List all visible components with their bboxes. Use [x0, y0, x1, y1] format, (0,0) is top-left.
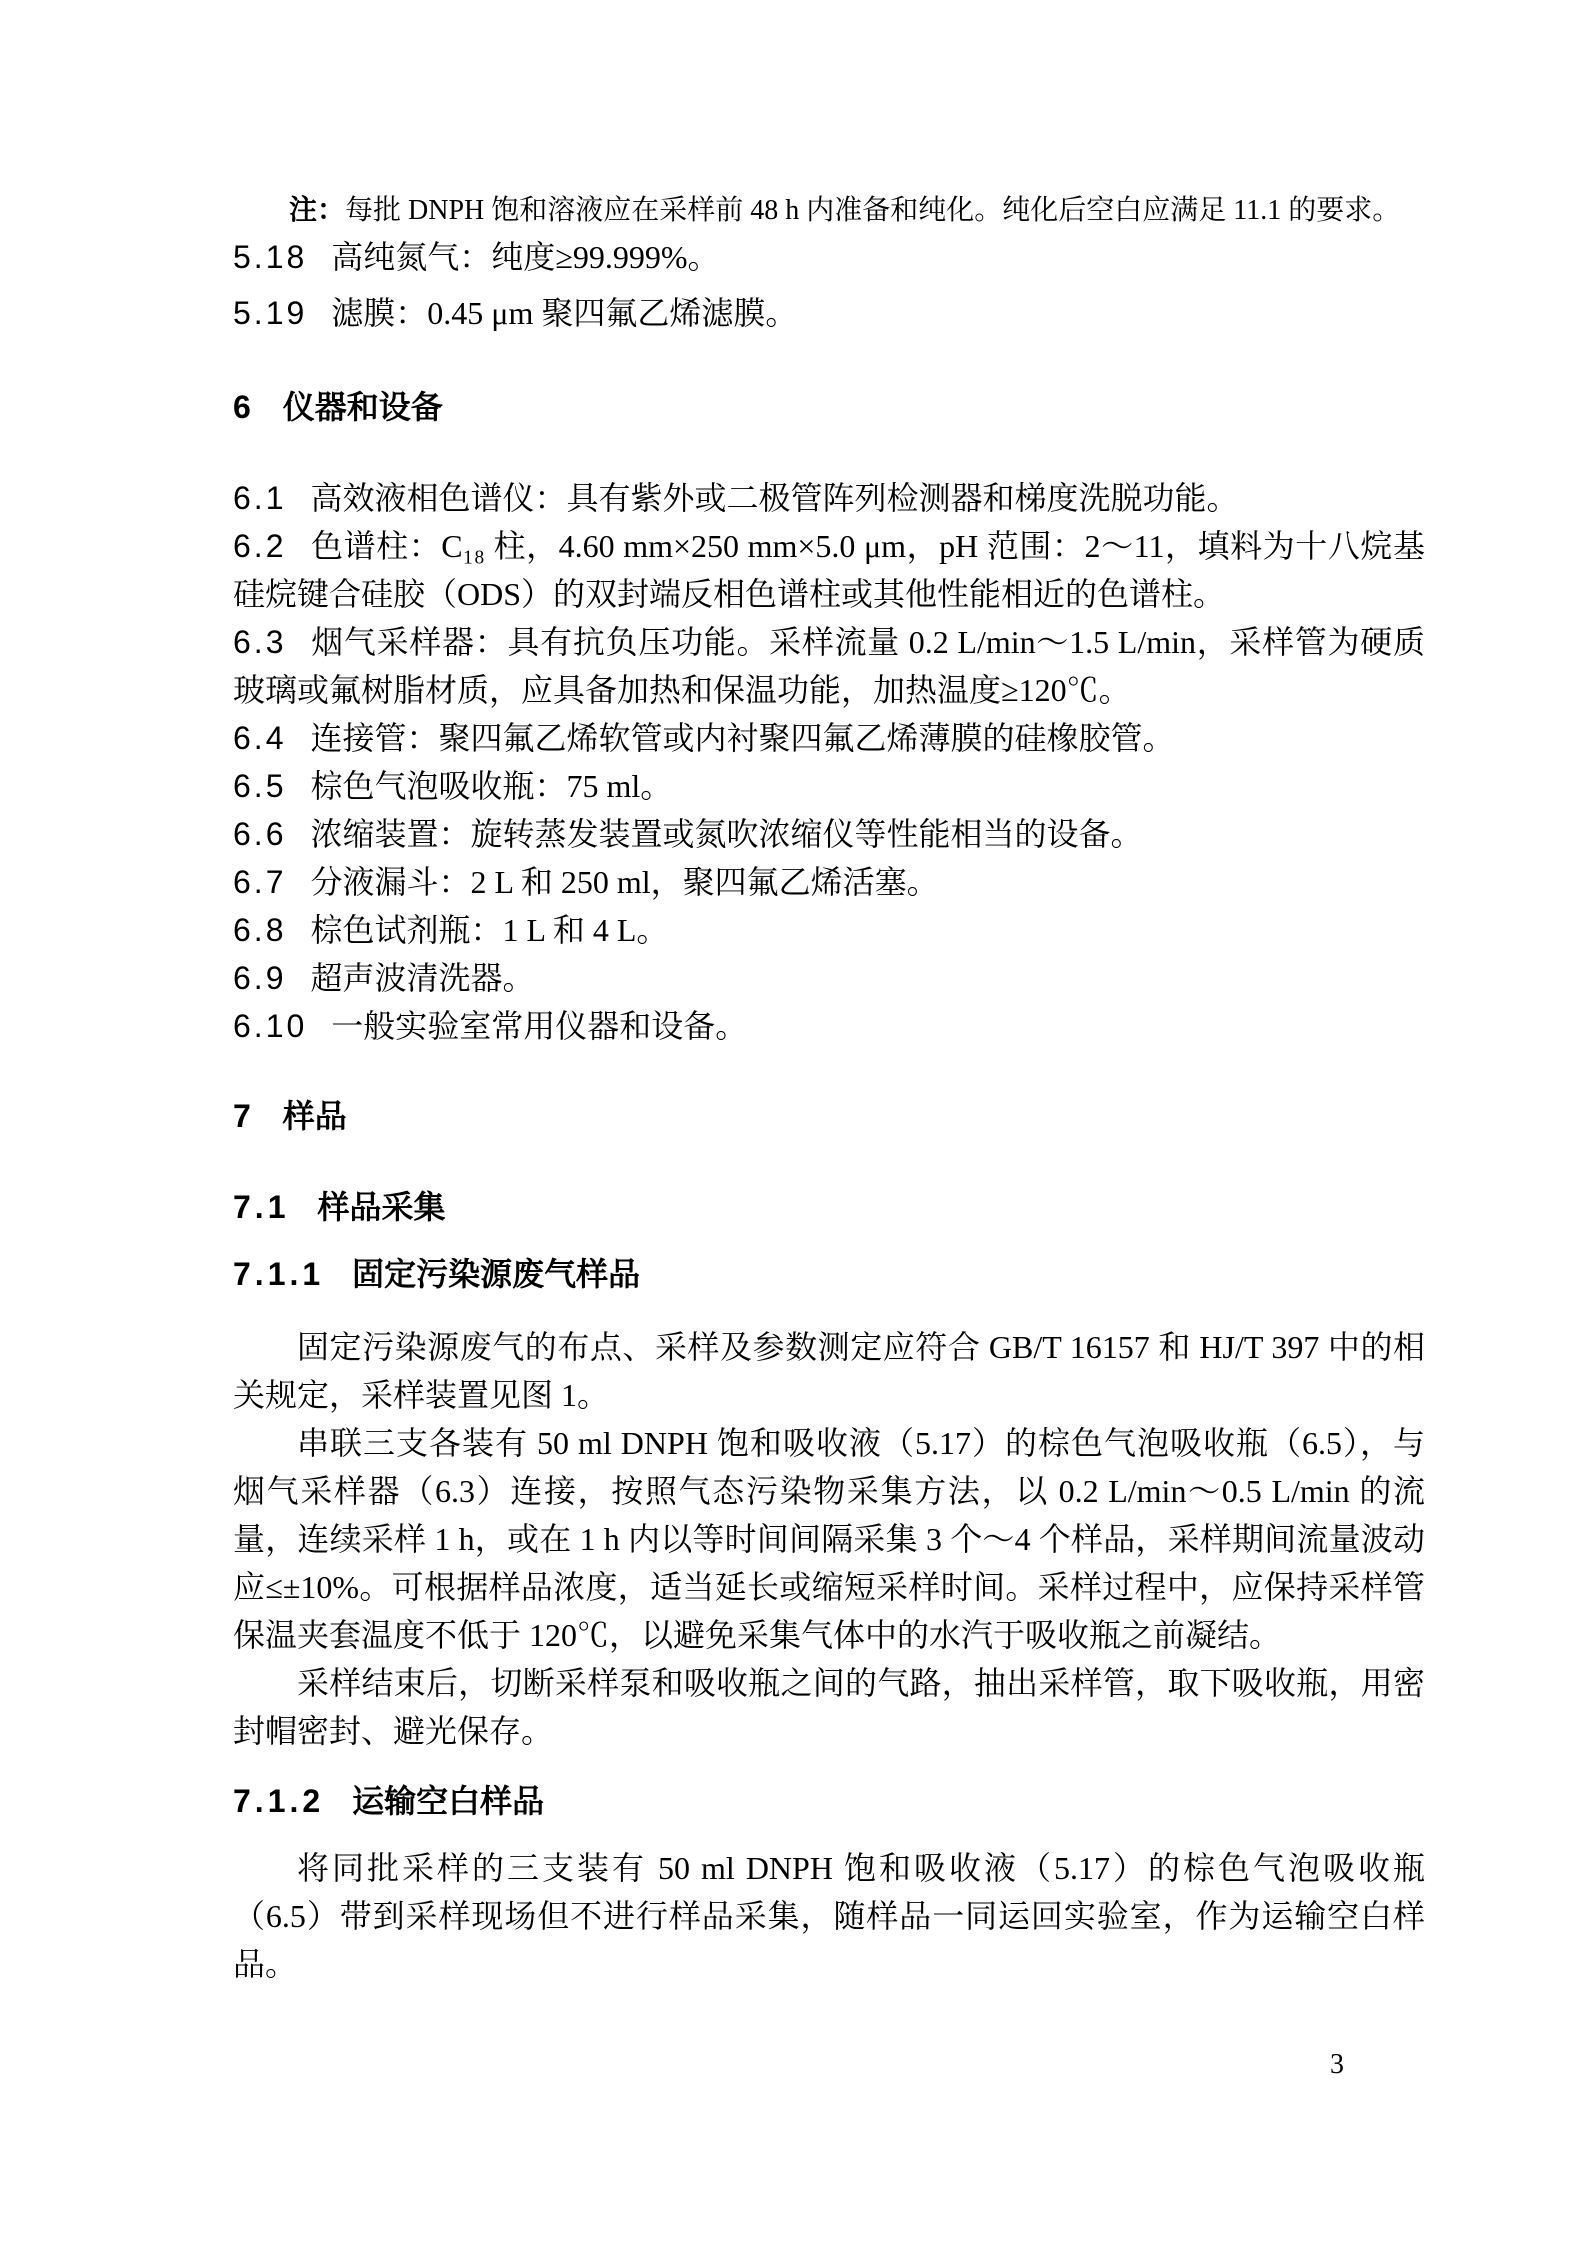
clause-number: 6.7: [233, 864, 287, 900]
clause-text: 分液漏斗：2 L 和 250 ml，聚四氟乙烯活塞。: [310, 864, 939, 900]
clause-number: 6.4: [233, 720, 287, 756]
clause-text: 烟气采样器：具有抗负压功能。采样流量 0.2 L/min～1.5 L/min，采样管为硬质玻璃或氟树脂材质，应具备加热和保温功能，加热温度≥120℃。: [233, 624, 1425, 708]
clause-6-4: [233, 714, 1425, 762]
section-title: 固定污染源废气样品: [352, 1256, 641, 1292]
clause-number: 6.1: [233, 480, 287, 516]
note-text: 每批 DNPH 饱和溶液应在采样前 48 h 内准备和纯化。纯化后空白应满足 11.1 的要求。: [345, 195, 1401, 226]
clause-6-10: [233, 1002, 1425, 1050]
clause-number: 5.19: [233, 295, 308, 331]
section-title: 样品采集: [317, 1189, 446, 1225]
paragraph: 采样结束后，切断采样泵和吸收瓶之间的气路，抽出采样管，取下吸收瓶，用密封帽密封、避光保存。: [233, 1665, 1425, 1749]
paragraph: 将同批采样的三支装有 50 ml DNPH 饱和吸收液（5.17）的棕色气泡吸收瓶（6.5）带到采样现场但不进行样品采集，随样品一同运回实验室，作为运输空白样品。: [233, 1850, 1425, 1982]
section-number: 7.1.2: [233, 1783, 325, 1819]
clause-text: 棕色气泡吸收瓶：75 ml。: [310, 768, 673, 804]
clause-5-19: [233, 289, 1425, 337]
section-title: 样品: [282, 1098, 347, 1134]
paragraph: 串联三支各装有 50 ml DNPH 饱和吸收液（5.17）的棕色气泡吸收瓶（6.5），与烟气采样器（6.3）连接，按照气态污染物采集方法，以 0.2 L/min～0.5 L/min 的流量，连续采样 1 h，或在 1 h 内以等时间间隔采集 3 个～4 个样品，采样期间流量波动应≤±10%。可根据样品浓度，适当延长或缩短采样时间。采样过程中，应保持采样管保温夹套温度不低于 120℃，以避免采集气体中的水汽于吸收瓶之前凝结。: [233, 1425, 1425, 1653]
note-line: [233, 188, 1425, 233]
clause-text: 超声波清洗器。: [310, 960, 535, 996]
paragraph: 固定污染源废气的布点、采样及参数测定应符合 GB/T 16157 和 HJ/T 397 中的相关规定，采样装置见图 1。: [233, 1329, 1425, 1413]
section-5-clauses: [233, 233, 1425, 337]
clause-text: 色谱柱：C₁₈ 柱，4.60 mm×250 mm×5.0 μm，pH 范围：2～11，填料为十八烷基硅烷键合硅胶（ODS）的双封端反相色谱柱或其他性能相近的色谱柱。: [233, 528, 1425, 612]
clause-6-6: [233, 810, 1425, 858]
clause-6-5: [233, 762, 1425, 810]
clause-text: 高效液相色谱仪：具有紫外或二极管阵列检测器和梯度洗脱功能。: [310, 480, 1239, 516]
clause-5-18: [233, 233, 1425, 281]
clause-number: 6.9: [233, 960, 287, 996]
clause-text: 棕色试剂瓶：1 L 和 4 L。: [310, 912, 669, 948]
clause-number: 6.8: [233, 912, 287, 948]
note-label: 注：: [289, 194, 346, 225]
section-number: 7: [233, 1098, 255, 1134]
clause-text: 滤膜：0.45 μm 聚四氟乙烯滤膜。: [331, 295, 798, 331]
clause-6-1: [233, 474, 1425, 522]
section-heading-7-1: [233, 1183, 1425, 1231]
clause-6-2: [233, 522, 1425, 618]
clause-6-7: [233, 858, 1425, 906]
clause-number: 5.18: [233, 239, 308, 275]
section-heading-7-1-1: [233, 1250, 1425, 1298]
clause-number: 6.5: [233, 768, 287, 804]
clause-6-8: [233, 906, 1425, 954]
section-heading-7-1-2: [233, 1777, 1425, 1825]
section-number: 7.1: [233, 1189, 290, 1225]
clause-text: 一般实验室常用仪器和设备。: [331, 1008, 748, 1044]
clause-number: 6.3: [233, 624, 287, 660]
section-number: 7.1.1: [233, 1256, 325, 1292]
section-heading-6: [233, 383, 1425, 431]
clause-text: 浓缩装置：旋转蒸发装置或氮吹浓缩仪等性能相当的设备。: [310, 816, 1143, 852]
clause-number: 6.2: [233, 528, 287, 564]
section-title: 仪器和设备: [282, 389, 443, 425]
page-number: 3: [1330, 2049, 1344, 2080]
section-number: 6: [233, 389, 255, 425]
clause-number: 6.6: [233, 816, 287, 852]
clause-text: 连接管：聚四氟乙烯软管或内衬聚四氟乙烯薄膜的硅橡胶管。: [310, 720, 1175, 756]
clause-6-9: [233, 954, 1425, 1002]
section-heading-7: [233, 1092, 1425, 1140]
section-6-clauses: [233, 474, 1425, 1050]
clause-6-3: [233, 618, 1425, 714]
page-content: [233, 188, 1425, 1988]
clause-number: 6.10: [233, 1008, 308, 1044]
section-title: 运输空白样品: [352, 1783, 545, 1819]
clause-text: 高纯氮气：纯度≥99.999%。: [331, 239, 720, 275]
